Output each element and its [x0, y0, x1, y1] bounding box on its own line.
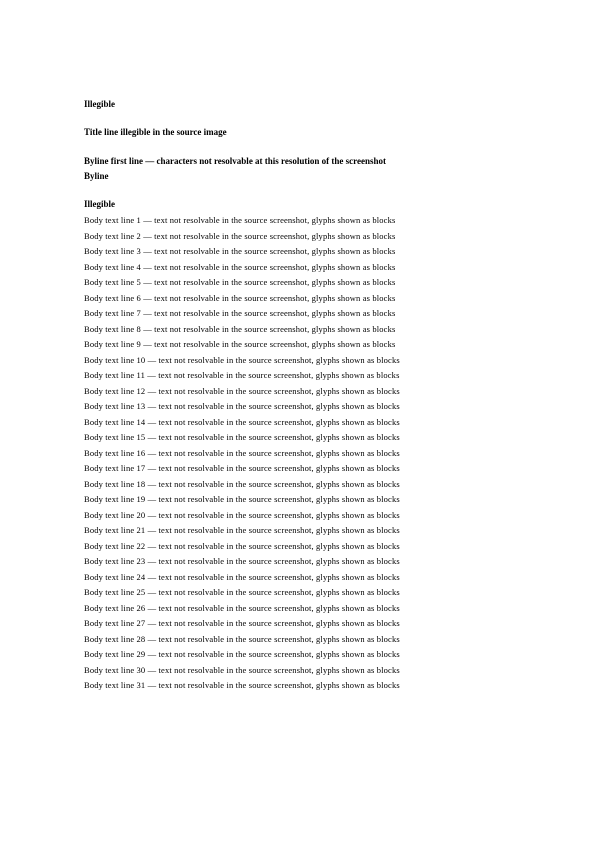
body-line: Body text line 11 — text not resolvable in the source screenshot, glyphs shown as blocks — [84, 370, 400, 380]
byline-line: Byline first line — characters not resolvable at this resolution of the screenshot — [84, 156, 386, 166]
body-line: Body text line 13 — text not resolvable in the source screenshot, glyphs shown as blocks — [84, 401, 400, 411]
body-line: Body text line 2 — text not resolvable in the source screenshot, glyphs shown as blocks — [84, 230, 396, 241]
body-line: Body text line 24 — text not resolvable in the source screenshot, glyphs shown as blocks — [84, 571, 400, 582]
body-line: Body text line 6 — text not resolvable in the source screenshot, glyphs shown as blocks — [84, 292, 396, 303]
body-line: Body text line 4 — text not resolvable in the source screenshot, glyphs shown as blocks — [84, 261, 396, 272]
body-line: Body text line 1 — text not resolvable in the source screenshot, glyphs shown as blocks — [84, 215, 396, 225]
body-line: Body text line 16 — text not resolvable in the source screenshot, glyphs shown as blocks — [84, 447, 400, 458]
byline — [84, 154, 512, 184]
body-line: Body text line 17 — text not resolvable in the source screenshot, glyphs shown as blocks — [84, 463, 400, 473]
section-heading: Illegible — [84, 199, 115, 209]
body-line: Body text line 27 — text not resolvable in the source screenshot, glyphs shown as blocks — [84, 618, 400, 628]
body-line: Body text line 30 — text not resolvable in the source screenshot, glyphs shown as blocks — [84, 664, 400, 675]
body-line: Body text line 19 — text not resolvable in the source screenshot, glyphs shown as blocks — [84, 494, 400, 504]
body-line: Body text line 18 — text not resolvable in the source screenshot, glyphs shown as blocks — [84, 478, 400, 489]
document-page — [84, 98, 512, 694]
page-heading: Illegible — [84, 99, 115, 109]
body-line: Body text line 5 — text not resolvable in the source screenshot, glyphs shown as blocks — [84, 277, 396, 287]
body-line: Body text line 8 — text not resolvable in the source screenshot, glyphs shown as blocks — [84, 323, 396, 334]
body-line: Body text line 25 — text not resolvable in the source screenshot, glyphs shown as blocks — [84, 587, 400, 597]
body-line: Body text line 22 — text not resolvable in the source screenshot, glyphs shown as blocks — [84, 540, 400, 551]
body-line: Body text line 7 — text not resolvable in the source screenshot, glyphs shown as blocks — [84, 308, 396, 318]
body-line: Body text line 29 — text not resolvable in the source screenshot, glyphs shown as blocks — [84, 649, 400, 659]
body-line: Body text line 26 — text not resolvable in the source screenshot, glyphs shown as blocks — [84, 602, 400, 613]
body-line: Body text line 12 — text not resolvable in the source screenshot, glyphs shown as blocks — [84, 385, 400, 396]
byline-line: Byline — [84, 171, 109, 181]
body-line: Body text line 14 — text not resolvable in the source screenshot, glyphs shown as blocks — [84, 416, 400, 427]
document-title: Title line illegible in the source image — [84, 127, 227, 137]
body-line: Body text line 10 — text not resolvable in the source screenshot, glyphs shown as blocks — [84, 354, 400, 365]
body-line: Body text line 20 — text not resolvable in the source screenshot, glyphs shown as blocks — [84, 509, 400, 520]
body-text — [84, 213, 512, 694]
body-line: Body text line 23 — text not resolvable in the source screenshot, glyphs shown as blocks — [84, 556, 400, 566]
body-line: Body text line 15 — text not resolvable in the source screenshot, glyphs shown as blocks — [84, 432, 400, 442]
body-line: Body text line 9 — text not resolvable in the source screenshot, glyphs shown as blocks — [84, 339, 396, 349]
body-line: Body text line 28 — text not resolvable in the source screenshot, glyphs shown as blocks — [84, 633, 400, 644]
body-line: Body text line 21 — text not resolvable in the source screenshot, glyphs shown as blocks — [84, 525, 400, 535]
body-line: Body text line 31 — text not resolvable in the source screenshot, glyphs shown as blocks — [84, 680, 400, 690]
body-line: Body text line 3 — text not resolvable in the source screenshot, glyphs shown as blocks — [84, 246, 396, 256]
